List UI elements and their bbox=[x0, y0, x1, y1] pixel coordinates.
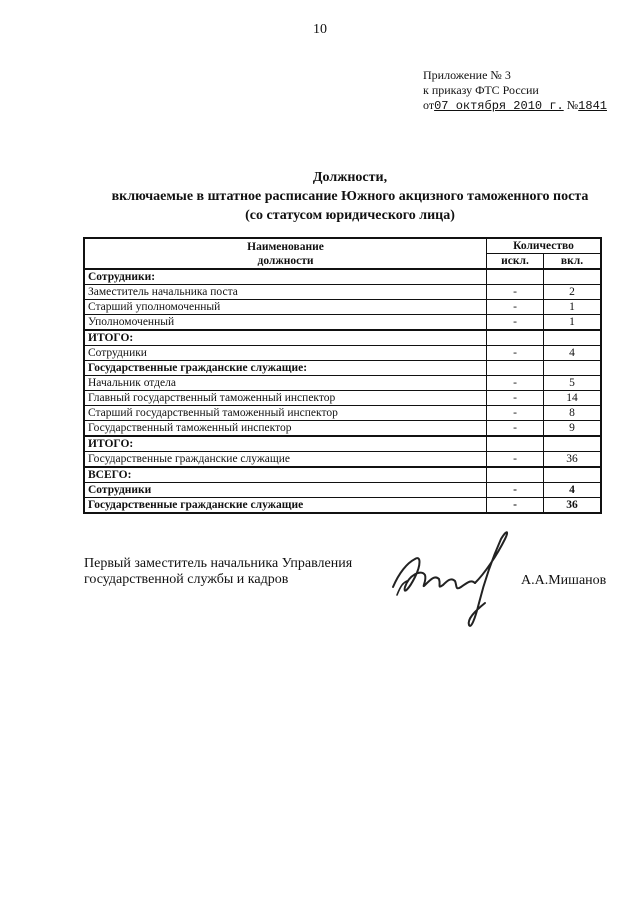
document-title bbox=[60, 168, 640, 225]
position-name-cell: Главный государственный таможенный инспектор bbox=[84, 391, 487, 406]
header-position-name bbox=[84, 238, 487, 269]
incl-cell bbox=[544, 467, 602, 483]
appendix-number: 1841 bbox=[578, 99, 607, 113]
excl-cell bbox=[487, 330, 544, 346]
excl-cell: - bbox=[487, 376, 544, 391]
header-name-line2: должности bbox=[257, 254, 314, 267]
excl-cell bbox=[487, 436, 544, 452]
excl-cell: - bbox=[487, 452, 544, 468]
position-name-cell: Старший государственный таможенный инспектор bbox=[84, 406, 487, 421]
excl-cell bbox=[487, 467, 544, 483]
table-row bbox=[84, 452, 601, 468]
signatory-position-line1: Первый заместитель начальника Управления bbox=[84, 556, 353, 571]
position-name-cell: Сотрудники: bbox=[84, 269, 487, 285]
excl-cell: - bbox=[487, 498, 544, 514]
incl-cell bbox=[544, 436, 602, 452]
position-name-cell: Государственный таможенный инспектор bbox=[84, 421, 487, 437]
header-name-line1: Наименование bbox=[247, 240, 324, 253]
table-row bbox=[84, 315, 601, 331]
table-section-row bbox=[84, 467, 601, 483]
position-name-cell: Заместитель начальника поста bbox=[84, 285, 487, 300]
excl-cell: - bbox=[487, 346, 544, 361]
incl-cell: 1 bbox=[544, 315, 602, 331]
table-section-row bbox=[84, 436, 601, 452]
table-section-row bbox=[84, 330, 601, 346]
excl-cell: - bbox=[487, 315, 544, 331]
position-name-cell: ВСЕГО: bbox=[84, 467, 487, 483]
table-section-row bbox=[84, 361, 601, 376]
excl-cell: - bbox=[487, 483, 544, 498]
signatory-name: А.А.Мишанов bbox=[521, 573, 607, 588]
table-row bbox=[84, 391, 601, 406]
incl-cell: 4 bbox=[544, 483, 602, 498]
table-row bbox=[84, 483, 601, 498]
table-row bbox=[84, 285, 601, 300]
appendix-line3 bbox=[423, 98, 607, 114]
incl-cell: 2 bbox=[544, 285, 602, 300]
position-name-cell: Начальник отдела bbox=[84, 376, 487, 391]
header-incl: вкл. bbox=[544, 254, 602, 270]
table-row bbox=[84, 406, 601, 421]
title-line3: (со статусом юридического лица) bbox=[245, 208, 455, 223]
handwritten-signature bbox=[385, 525, 535, 635]
excl-cell: - bbox=[487, 300, 544, 315]
incl-cell: 1 bbox=[544, 300, 602, 315]
appendix-block bbox=[423, 68, 607, 114]
table-section-row bbox=[84, 269, 601, 285]
appendix-line2: к приказу ФТС России bbox=[423, 83, 539, 97]
position-name-cell: Государственные гражданские служащие: bbox=[84, 361, 487, 376]
position-name-cell: Старший уполномоченный bbox=[84, 300, 487, 315]
header-quantity: Количество bbox=[487, 238, 602, 254]
position-name-cell: Сотрудники bbox=[84, 346, 487, 361]
header-excl: искл. bbox=[487, 254, 544, 270]
position-name-cell: ИТОГО: bbox=[84, 330, 487, 346]
signatory-position-line2: государственной службы и кадров bbox=[84, 572, 289, 587]
excl-cell: - bbox=[487, 391, 544, 406]
table-row bbox=[84, 376, 601, 391]
incl-cell: 4 bbox=[544, 346, 602, 361]
appendix-date: 07 октября 2010 г. bbox=[434, 99, 564, 113]
incl-cell bbox=[544, 269, 602, 285]
excl-cell bbox=[487, 361, 544, 376]
table-row bbox=[84, 421, 601, 437]
excl-cell: - bbox=[487, 406, 544, 421]
table-body bbox=[84, 269, 601, 513]
incl-cell: 8 bbox=[544, 406, 602, 421]
incl-cell bbox=[544, 330, 602, 346]
page-number: 10 bbox=[313, 22, 327, 37]
appendix-date-prefix: от bbox=[423, 98, 435, 112]
position-name-cell: Уполномоченный bbox=[84, 315, 487, 331]
incl-cell: 5 bbox=[544, 376, 602, 391]
excl-cell bbox=[487, 269, 544, 285]
table-row bbox=[84, 300, 601, 315]
incl-cell: 36 bbox=[544, 498, 602, 514]
incl-cell: 36 bbox=[544, 452, 602, 468]
positions-table bbox=[83, 237, 602, 514]
signatory-position bbox=[84, 556, 352, 588]
incl-cell: 9 bbox=[544, 421, 602, 437]
excl-cell: - bbox=[487, 285, 544, 300]
position-name-cell: ИТОГО: bbox=[84, 436, 487, 452]
position-name-cell: Сотрудники bbox=[84, 483, 487, 498]
position-name-cell: Государственные гражданские служащие bbox=[84, 452, 487, 468]
appendix-line1: Приложение № 3 bbox=[423, 68, 511, 82]
appendix-number-prefix: № bbox=[566, 98, 579, 112]
position-name-cell: Государственные гражданские служащие bbox=[84, 498, 487, 514]
excl-cell: - bbox=[487, 421, 544, 437]
table-row bbox=[84, 498, 601, 514]
incl-cell bbox=[544, 361, 602, 376]
title-line1: Должности, bbox=[312, 170, 388, 185]
incl-cell: 14 bbox=[544, 391, 602, 406]
table-row bbox=[84, 346, 601, 361]
title-line2: включаемые в штатное расписание Южного акцизного таможенного поста bbox=[111, 189, 589, 204]
